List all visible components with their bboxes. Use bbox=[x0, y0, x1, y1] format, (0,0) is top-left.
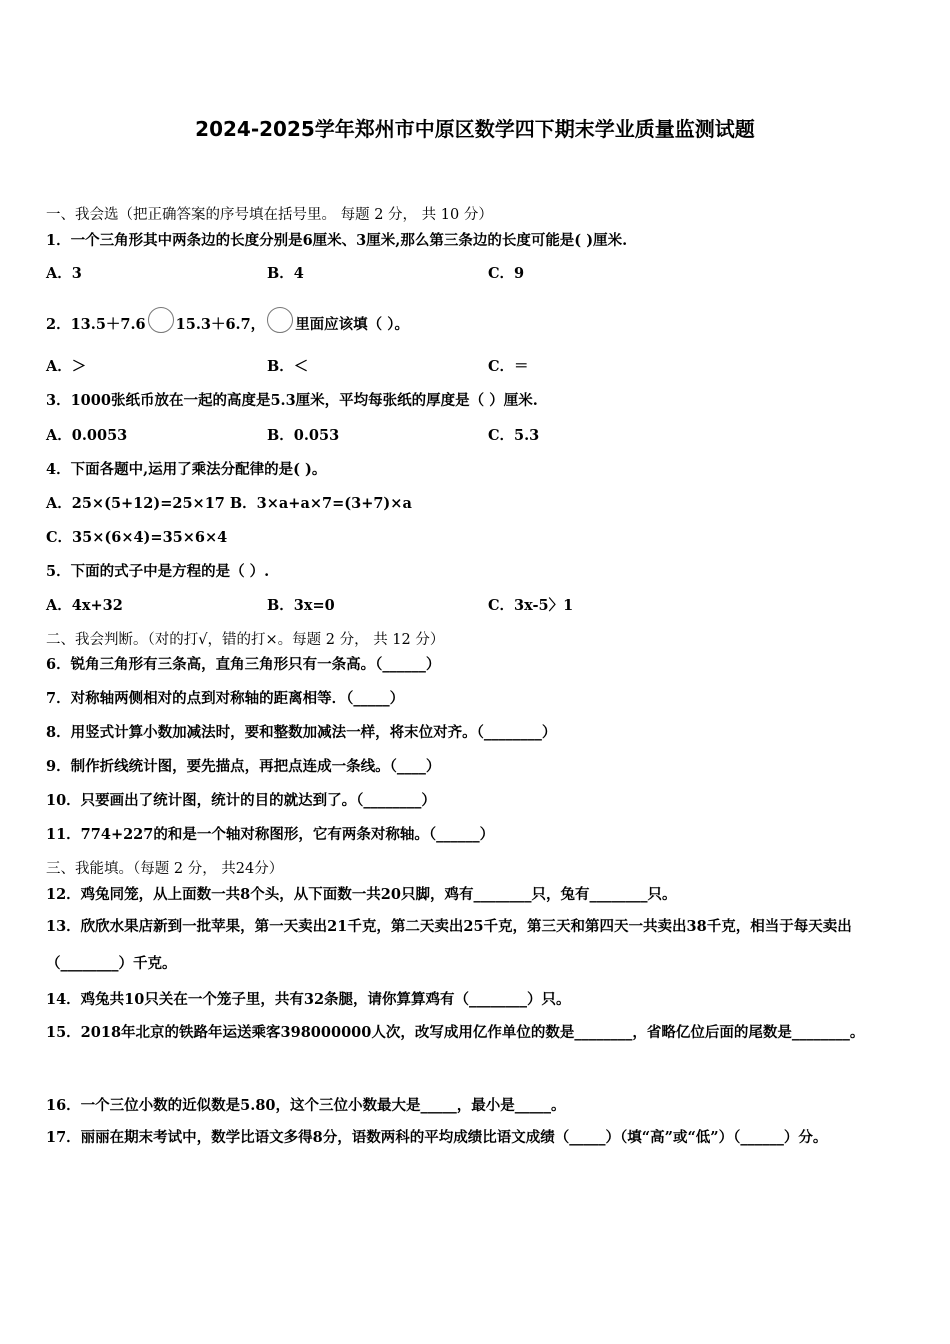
q3-option-b: B．0.053 bbox=[267, 427, 340, 444]
question-11: 11．774+227的和是一个轴对称图形，它有两条对称轴。（______） bbox=[46, 826, 495, 843]
q2-option-a: A．＞ bbox=[46, 358, 87, 375]
section-heading-1: 一、我会选（把正确答案的序号填在括号里。 每题 2 分， 共 10 分） bbox=[46, 207, 493, 223]
question-17: 17．丽丽在期末考试中，数学比语文多得8分，语数两科的平均成绩比语文成绩（_____）（填“高”或“低”）（______）分。 bbox=[46, 1129, 828, 1146]
q2-option-c: C．＝ bbox=[488, 358, 529, 375]
q5-option-c: C．3x-5〉1 bbox=[488, 597, 574, 614]
question-8: 8．用竖式计算小数加减法时，要和整数加减法一样，将末位对齐。（________） bbox=[46, 724, 557, 741]
blank-circle bbox=[267, 307, 293, 333]
question-6: 6．锐角三角形有三条高，直角三角形只有一条高。（______） bbox=[46, 656, 441, 673]
q5-option-b: B．3x=0 bbox=[267, 597, 335, 614]
blank-circle bbox=[148, 307, 174, 333]
question-9: 9．制作折线统计图，要先描点，再把点连成一条线。（____） bbox=[46, 758, 441, 775]
question-4: 4．下面各题中,运用了乘法分配律的是( )。 bbox=[46, 461, 327, 478]
question-5: 5．下面的式子中是方程的是（ ）. bbox=[46, 563, 270, 580]
question-12: 12．鸡兔同笼，从上面数一共8个头，从下面数一共20只脚，鸡有________只，兔有________只。 bbox=[46, 886, 677, 903]
q4-option-ab: A．25×(5+12)=25×17 B．3×a+a×7=(3+7)×a bbox=[46, 495, 412, 512]
q1-option-c: C．9 bbox=[488, 265, 525, 282]
q3-option-a: A．0.0053 bbox=[46, 427, 128, 444]
q2-option-b: B．＜ bbox=[267, 358, 309, 375]
q1-option-b: B．4 bbox=[267, 265, 304, 282]
question-16: 16．一个三位小数的近似数是5.80，这个三位小数最大是_____，最小是_____。 bbox=[46, 1097, 566, 1114]
q2-part-2: 15.3＋6.7， bbox=[175, 316, 266, 333]
question-15: 15．2018年北京的铁路年运送乘客398000000人次，改写成用亿作单位的数是________，省略亿位后面的尾数是________。 bbox=[46, 1024, 865, 1041]
q2-part-3: 里面应该填（ ）。 bbox=[295, 316, 409, 333]
page-title: 2024-2025学年郑州市中原区数学四下期末学业质量监测试题 bbox=[195, 117, 755, 141]
question-14: 14．鸡兔共10只关在一个笼子里，共有32条腿，请你算算鸡有（________）只。 bbox=[46, 991, 571, 1008]
q1-option-a: A．3 bbox=[46, 265, 82, 282]
q4-option-c: C．35×(6×4)=35×6×4 bbox=[46, 529, 228, 546]
q3-option-c: C．5.3 bbox=[488, 427, 540, 444]
question-2 bbox=[46, 307, 409, 334]
question-10: 10．只要画出了统计图，统计的目的就达到了。（________） bbox=[46, 792, 436, 809]
q2-part-1: 2．13.5＋7.6 bbox=[46, 316, 146, 333]
question-1: 1．一个三角形其中两条边的长度分别是6厘米、3厘米,那么第三条边的长度可能是( )厘米. bbox=[46, 232, 628, 249]
question-7: 7．对称轴两侧相对的点到对称轴的距离相等．（_____） bbox=[46, 690, 405, 707]
question-3: 3．1000张纸币放在一起的高度是5.3厘米，平均每张纸的厚度是（ ）厘米. bbox=[46, 392, 538, 409]
section-heading-2: 二、我会判断。（对的打√，错的打×。每题 2 分， 共 12 分） bbox=[46, 632, 445, 648]
q5-option-a: A．4x+32 bbox=[46, 597, 123, 614]
section-heading-3: 三、我能填。（每题 2 分， 共24分） bbox=[46, 861, 284, 877]
question-13: 13．欣欣水果店新到一批苹果，第一天卖出21千克，第二天卖出25千克，第三天和第四天一共卖出38千克，相当于每天卖出（________）千克。 bbox=[46, 918, 852, 972]
